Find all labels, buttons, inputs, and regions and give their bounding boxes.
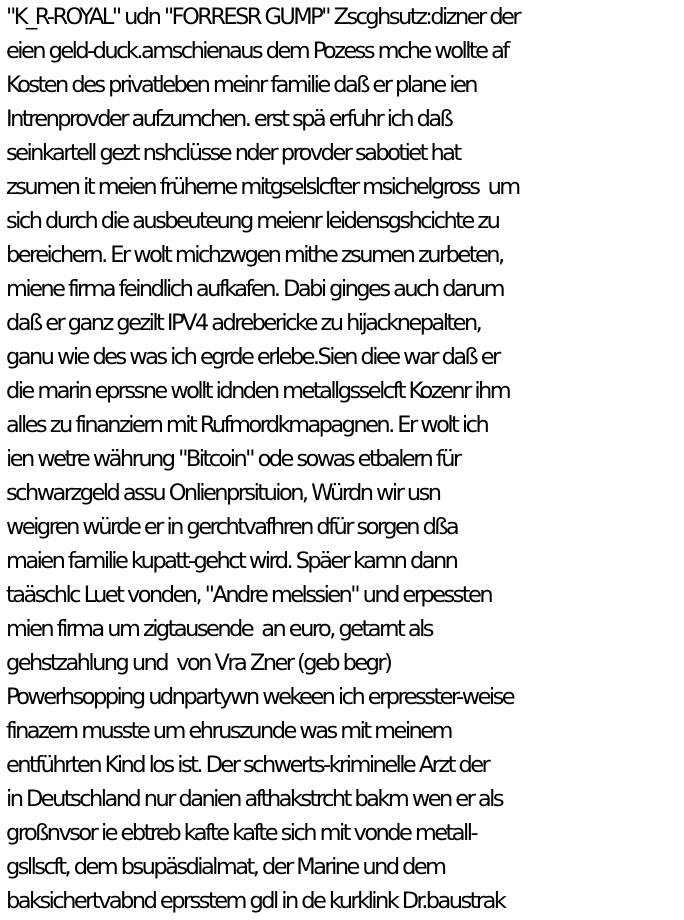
document-text bbox=[6, 0, 684, 918]
text-line: maien familie kupatt-gehct wird. Späer kamn dann bbox=[6, 548, 457, 574]
text-line: gsllscft, dem bsupäsdialmat, der Marine und dem bbox=[6, 854, 445, 880]
text-line: miene firma feindlich aufkafen. Dabi ginges auch darum bbox=[6, 276, 503, 302]
text-line: "K_R-ROYAL" udn "FORRESR GUMP" Zscghsutz:dizner der bbox=[6, 4, 520, 30]
text-line: baksichertvabnd eprsstem gdl in de kurklink Dr.baustrak bbox=[6, 888, 505, 914]
text-line: seinkartell gezt nshclüsse nder provder sabotiet hat bbox=[6, 140, 460, 166]
text-line: finazern musste um ehruszunde was mit meinem bbox=[6, 718, 451, 744]
text-line: taäschlc Luet vonden, "Andre melssien" und erpessten bbox=[6, 582, 492, 608]
text-line: mien firma um zigtausende an euro, getarnt als bbox=[6, 616, 432, 642]
text-line: großnvsor ie ebtreb kafte kafte sich mit vonde metall- bbox=[6, 820, 477, 846]
text-line: entführten Kind los ist. Der schwerts-kriminelle Arzt der bbox=[6, 752, 489, 778]
text-line: eien geld-duck.amschienaus dem Pozess mche wollte af bbox=[6, 38, 508, 64]
text-line: sich durch die ausbeuteung meienr leidensgshcichte zu bbox=[6, 208, 499, 234]
text-line: alles zu finanziern mit Rufmordkmapagnen. Er wolt ich bbox=[6, 412, 488, 438]
text-line: die marin eprssne wollt idnden metallgsselcft Kozenr ihm bbox=[6, 378, 510, 404]
text-line: daß er ganz gezilt IPV4 adrebericke zu hijacknepalten, bbox=[6, 310, 481, 336]
text-line: Powerhsopping udnpartywn wekeen ich erpresster-weise bbox=[6, 684, 514, 710]
text-line: weigren würde er in gerchtvafhren dfür sorgen dßa bbox=[6, 514, 458, 540]
text-line: ganu wie des was ich egrde erlebe.Sien diee war daß er bbox=[6, 344, 499, 370]
text-line: bereichern. Er wolt michzwgen mithe zsumen zurbeten, bbox=[6, 242, 503, 268]
text-line: Intrenprovder aufzumchen. erst spä erfuhr ich daß bbox=[6, 106, 452, 132]
text-line: schwarzgeld assu Onlienprsituion, Würdn wir usn bbox=[6, 480, 440, 506]
text-line: gehstzahlung und von Vra Zner (geb begr) bbox=[6, 650, 391, 676]
text-line: Kosten des privatleben meinr familie daß er plane ien bbox=[6, 72, 477, 98]
text-line: ien wetre währung "Bitcoin" ode sowas etbalern für bbox=[6, 446, 460, 472]
text-line: in Deutschland nur danien afthakstrcht bakm wen er als bbox=[6, 786, 503, 812]
text-line: zsumen it meien früherne mitgselslcfter msichelgross um bbox=[6, 174, 519, 200]
